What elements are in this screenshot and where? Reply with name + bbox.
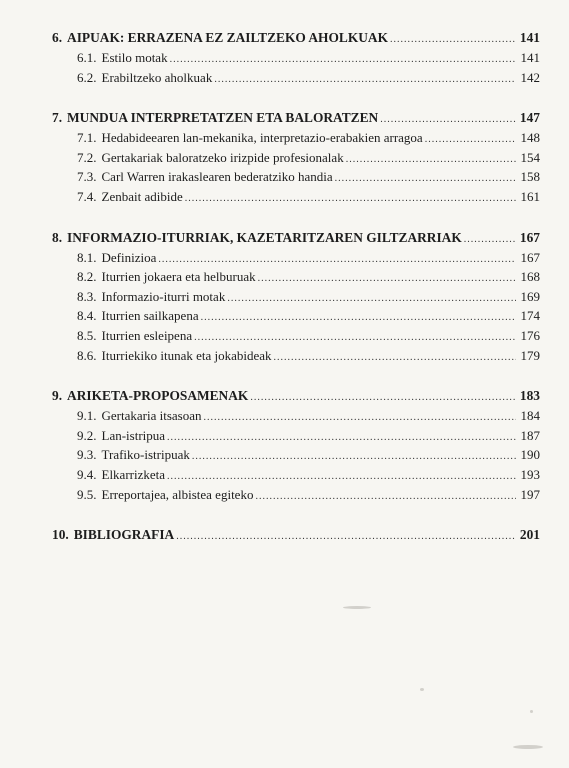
chapter-title: BIBLIOGRAFIA <box>73 527 175 543</box>
section-row <box>52 465 540 485</box>
section-title: Informazio-iturri motak <box>101 288 226 304</box>
section-title: Definizioa <box>101 249 157 265</box>
paper-speck <box>513 745 543 749</box>
section-number: 7.2. <box>77 149 97 165</box>
dot-leader <box>390 30 516 50</box>
section-page-number: 168 <box>520 269 540 285</box>
chapter-page-number: 167 <box>519 229 540 245</box>
dot-leader <box>425 130 516 150</box>
section-number: 9.5. <box>77 486 97 502</box>
chapter-number: 6. <box>52 30 63 45</box>
section-title: Erabiltzeko aholkuak <box>101 69 213 85</box>
section-row <box>52 267 540 287</box>
dot-leader <box>214 70 516 90</box>
dot-leader <box>255 487 516 507</box>
toc-chapter <box>52 28 540 87</box>
section-number: 6.2. <box>77 69 97 85</box>
chapter-title: AIPUAK: ERRAZENA EZ ZAILTZEKO AHOLKUAK <box>67 30 388 45</box>
section-title: Hedabideearen lan-mekanika, interpretazio-erabakien arragoa <box>101 130 423 146</box>
section-row <box>52 445 540 465</box>
chapter-title: MUNDUA INTERPRETATZEN ETA BALORATZEN <box>67 110 379 126</box>
toc-chapter <box>52 386 540 504</box>
section-title: Gertakariak baloratzeko irizpide profesionalak <box>101 149 344 165</box>
section-number: 8.5. <box>77 327 97 343</box>
chapter-page-number: 201 <box>519 527 540 543</box>
section-page-number: 148 <box>520 130 540 146</box>
section-title: Zenbait adibide <box>101 188 183 204</box>
section-number: 7.4. <box>77 188 97 204</box>
chapter-title: INFORMAZIO-ITURRIAK, KAZETARITZAREN GILTZARRIAK <box>67 229 462 245</box>
chapter-heading-row <box>52 525 540 545</box>
paper-speck <box>343 606 371 609</box>
chapter-number: 8. <box>52 229 63 245</box>
section-page-number: 197 <box>520 486 540 502</box>
section-number: 8.6. <box>77 347 97 363</box>
section-page-number: 190 <box>520 447 540 463</box>
chapter-heading-row <box>52 108 540 128</box>
section-title: Iturrien sailkapena <box>101 308 199 324</box>
section-title: Iturriekiko itunak eta jokabideak <box>101 347 272 363</box>
section-number: 7.1. <box>77 130 97 146</box>
toc-chapter <box>52 108 540 206</box>
paper-speck <box>420 688 424 691</box>
section-number: 9.2. <box>77 427 97 443</box>
section-number: 8.2. <box>77 269 97 285</box>
section-number: 8.4. <box>77 308 97 324</box>
chapter-page-number: 183 <box>519 388 540 404</box>
section-row <box>52 128 540 148</box>
section-title: Erreportajea, albistea egiteko <box>101 486 254 502</box>
section-row <box>52 167 540 187</box>
section-title: Iturrien jokaera eta helburuak <box>101 269 256 285</box>
section-row <box>52 287 540 307</box>
section-row <box>52 306 540 326</box>
dot-leader <box>250 388 516 408</box>
section-page-number: 184 <box>520 408 540 424</box>
chapter-heading-row <box>52 28 540 48</box>
section-row <box>52 406 540 426</box>
dot-leader <box>346 150 516 170</box>
dot-leader <box>192 447 516 467</box>
table-of-contents <box>52 28 540 566</box>
chapter-number: 7. <box>52 110 63 126</box>
section-row <box>52 346 540 366</box>
chapter-heading-row <box>52 228 540 248</box>
section-number: 7.3. <box>77 169 97 185</box>
paper-speck <box>530 710 533 713</box>
chapter-heading-row <box>52 386 540 406</box>
dot-leader <box>176 527 516 547</box>
chapter-page-number: 147 <box>519 110 540 126</box>
section-title: Iturrien esleipena <box>101 327 193 343</box>
section-row <box>52 326 540 346</box>
chapter-number: 9. <box>52 388 63 404</box>
dot-leader <box>464 230 516 250</box>
section-page-number: 169 <box>520 288 540 304</box>
section-page-number: 161 <box>520 188 540 204</box>
section-row <box>52 485 540 505</box>
section-number: 9.4. <box>77 466 97 482</box>
section-title: Trafiko-istripuak <box>101 447 190 463</box>
section-page-number: 141 <box>520 50 540 65</box>
section-page-number: 142 <box>520 69 540 85</box>
dot-leader <box>170 50 516 70</box>
section-title: Estilo motak <box>101 50 168 65</box>
dot-leader <box>380 110 516 130</box>
section-page-number: 193 <box>520 466 540 482</box>
section-number: 9.3. <box>77 447 97 463</box>
section-page-number: 154 <box>520 149 540 165</box>
dot-leader <box>227 289 516 309</box>
section-row <box>52 148 540 168</box>
toc-chapter <box>52 228 540 366</box>
section-page-number: 167 <box>520 249 540 265</box>
section-row <box>52 426 540 446</box>
dot-leader <box>258 269 516 289</box>
dot-leader <box>274 348 516 368</box>
toc-chapter <box>52 525 540 545</box>
section-number: 8.3. <box>77 288 97 304</box>
section-page-number: 174 <box>520 308 540 324</box>
dot-leader <box>203 408 516 428</box>
chapter-title: ARIKETA-PROPOSAMENAK <box>67 388 249 404</box>
section-number: 8.1. <box>77 249 97 265</box>
section-title: Elkarrizketa <box>101 466 166 482</box>
dot-leader <box>201 308 516 328</box>
section-page-number: 176 <box>520 327 540 343</box>
dot-leader <box>335 169 516 189</box>
chapter-number: 10. <box>52 527 69 543</box>
section-title: Lan-istripua <box>101 427 166 443</box>
dot-leader <box>185 189 516 209</box>
section-number: 9.1. <box>77 408 97 424</box>
section-title: Carl Warren irakaslearen bederatziko handia <box>101 169 333 185</box>
section-row <box>52 248 540 268</box>
section-row <box>52 48 540 68</box>
section-page-number: 187 <box>520 427 540 443</box>
section-row <box>52 68 540 88</box>
section-row <box>52 187 540 207</box>
section-page-number: 158 <box>520 169 540 185</box>
section-number: 6.1. <box>77 50 97 65</box>
section-page-number: 179 <box>520 347 540 363</box>
chapter-page-number: 141 <box>519 30 540 45</box>
section-title: Gertakaria itsasoan <box>101 408 202 424</box>
dot-leader <box>167 428 516 448</box>
